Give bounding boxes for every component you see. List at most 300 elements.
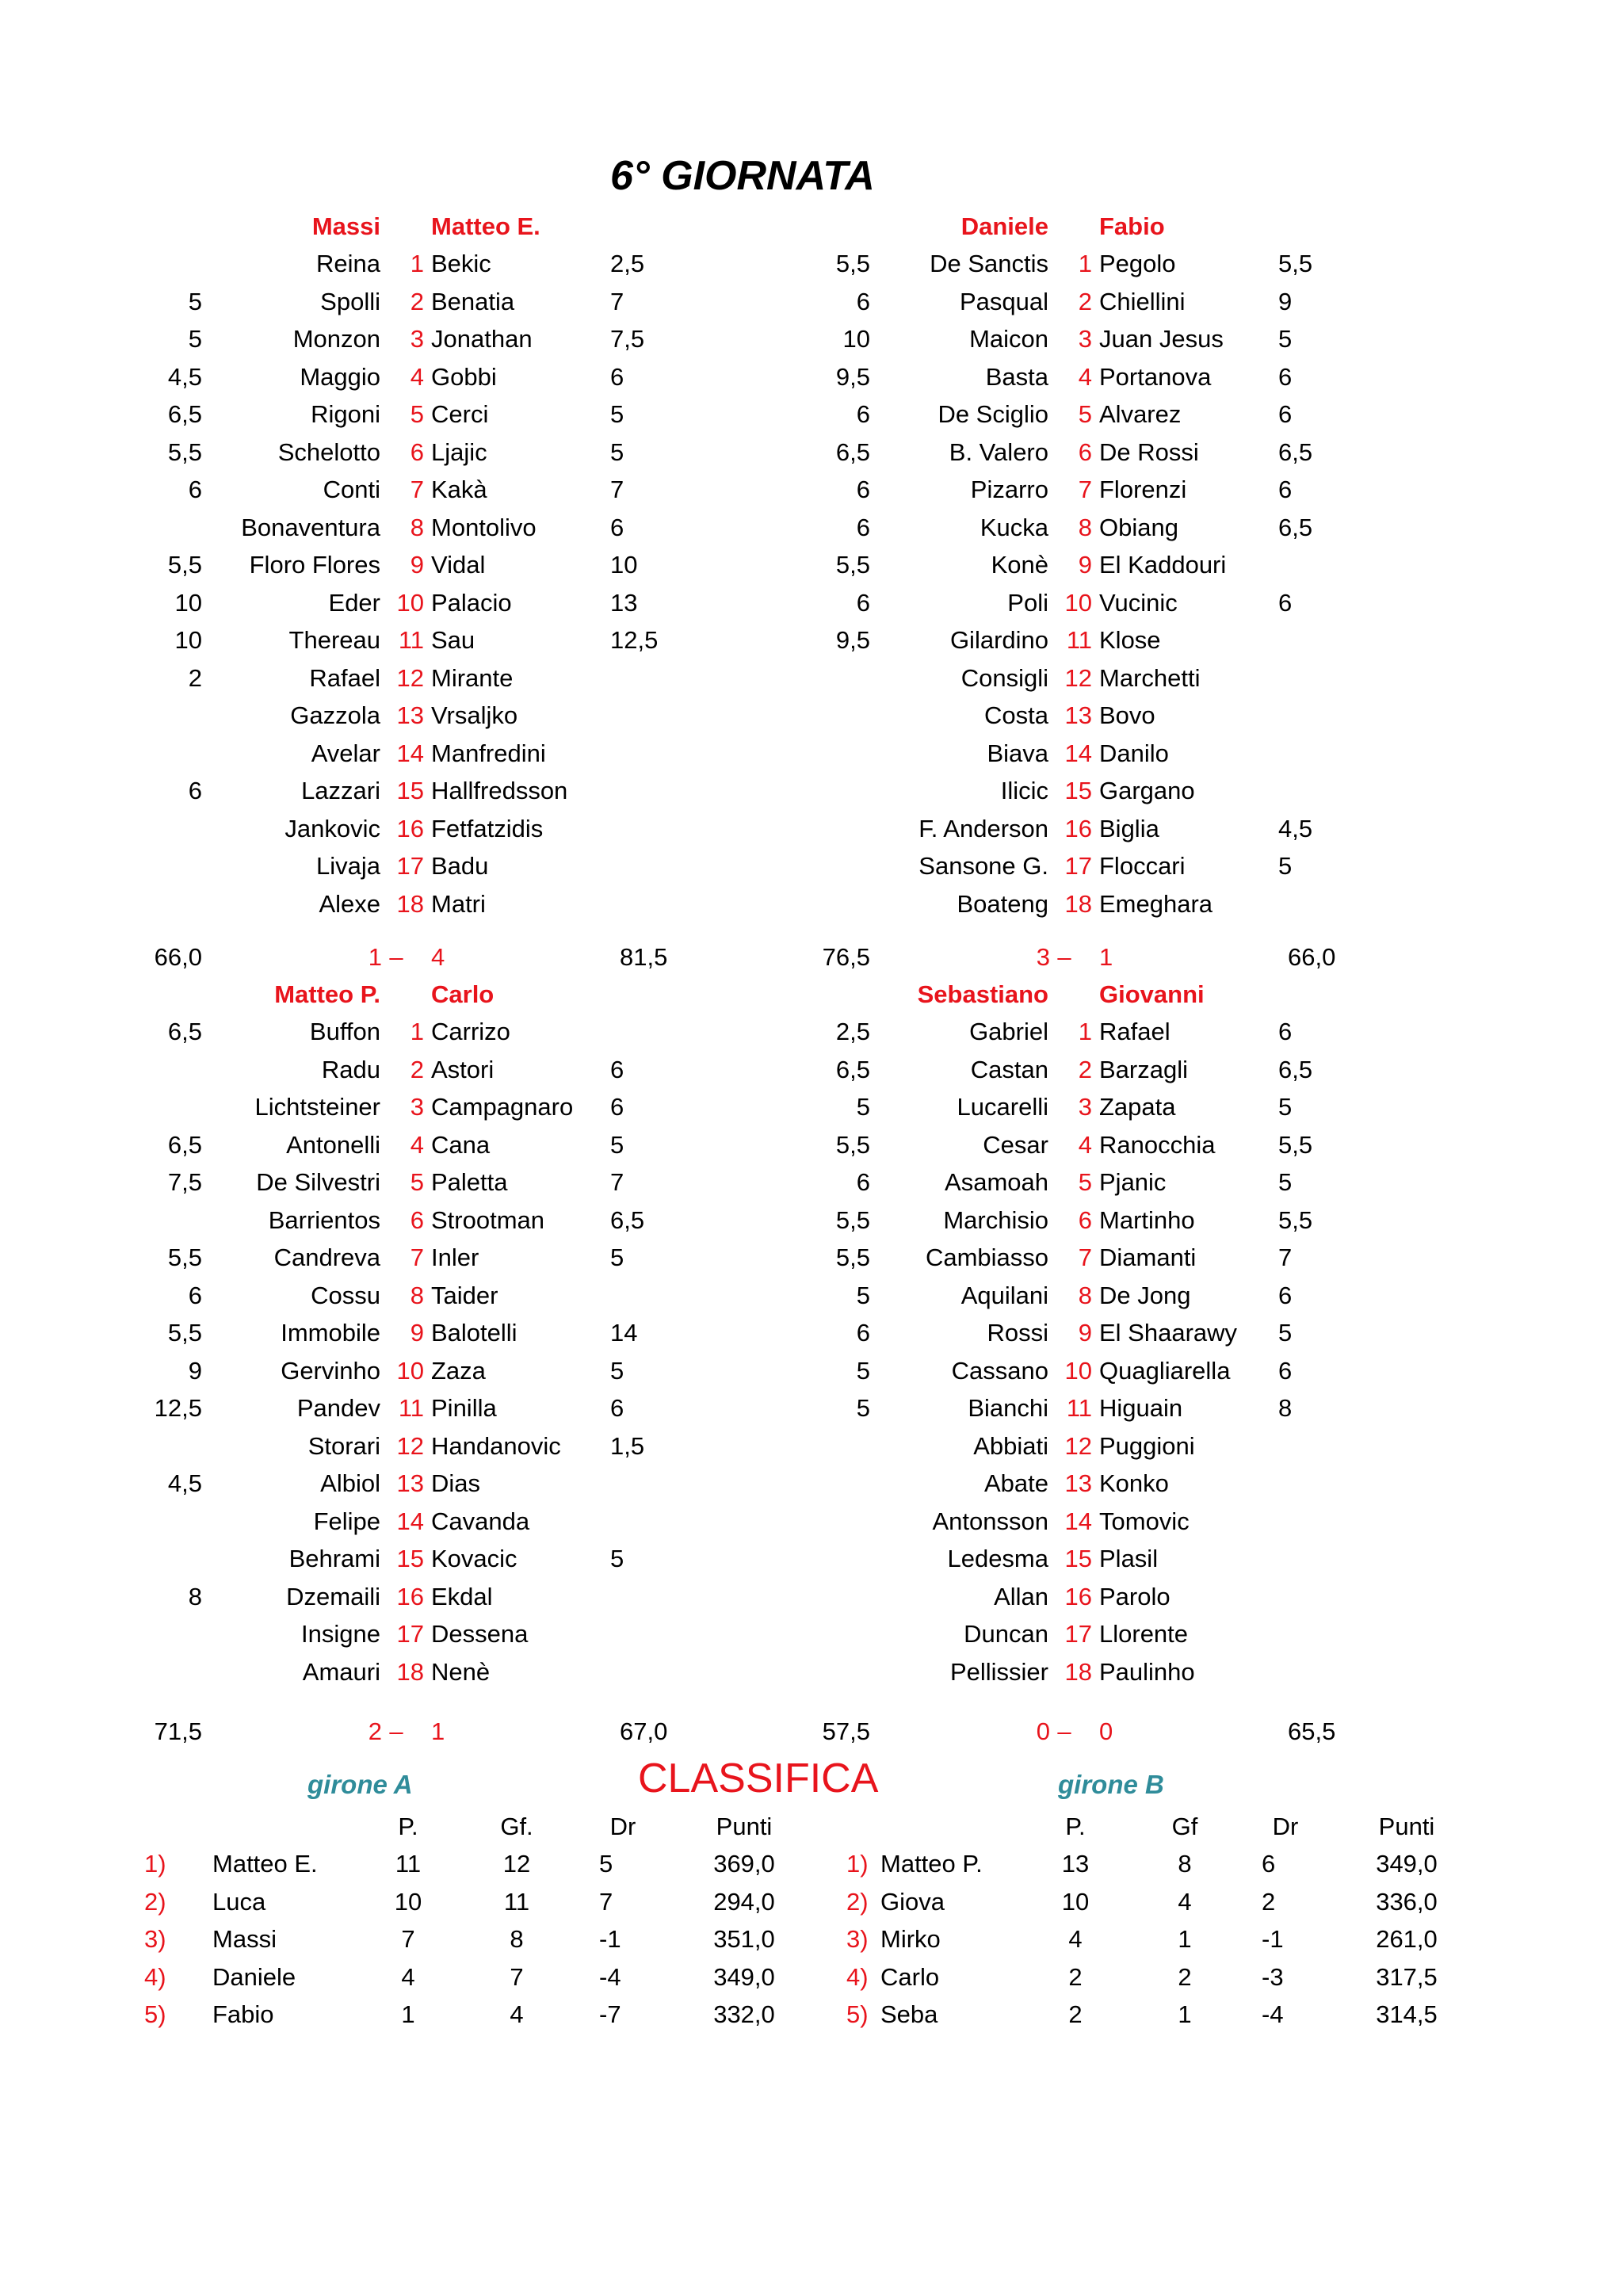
- away-player-name: Balotelli: [431, 1319, 517, 1347]
- away-player-name: Badu: [431, 852, 489, 880]
- home-player-name: F. Anderson: [918, 814, 1048, 842]
- away-player-name: Plasil: [1099, 1545, 1159, 1572]
- away-player-name: Strootman: [431, 1205, 545, 1234]
- shirt-number: 16: [1064, 1582, 1092, 1610]
- home-player-name: Rigoni: [311, 400, 380, 428]
- away-manager-name: Giovanni: [1099, 980, 1205, 1008]
- away-player-vote: 6: [610, 1093, 624, 1121]
- home-player-name: Alexe: [319, 889, 380, 918]
- away-player-name: Rafael: [1099, 1018, 1170, 1045]
- away-player-name: Gargano: [1099, 777, 1195, 804]
- home-player-name: Gilardino: [949, 626, 1048, 654]
- away-player-vote: 7: [610, 476, 624, 503]
- home-player-name: Jankovic: [285, 814, 380, 842]
- home-player-vote: 2,5: [835, 1018, 870, 1045]
- shirt-number: 11: [398, 626, 424, 654]
- score-dash: –: [1057, 943, 1071, 971]
- home-player-name: Avelar: [311, 739, 380, 767]
- home-goals: 3: [1036, 943, 1050, 971]
- away-player-name: Montolivo: [431, 513, 537, 541]
- home-player-vote: 10: [842, 325, 870, 353]
- away-player-name: Astori: [431, 1055, 495, 1083]
- away-goals: 0: [1099, 1717, 1113, 1745]
- standings-value: 261,0: [1376, 1925, 1438, 1953]
- standings-position: 3): [144, 1925, 166, 1953]
- away-player-vote: 5: [1278, 1093, 1293, 1121]
- shirt-number: 3: [1078, 1093, 1092, 1121]
- standings-value: -7: [599, 2000, 621, 2028]
- home-player-vote: 8: [188, 1582, 202, 1610]
- shirt-number: 2: [410, 1055, 424, 1083]
- away-player-name: Alvarez: [1099, 400, 1182, 428]
- away-player-vote: 6: [1278, 1281, 1293, 1309]
- away-player-name: Vrsaljko: [431, 701, 518, 729]
- home-player-name: Conti: [323, 476, 380, 503]
- away-player-name: Biglia: [1099, 814, 1159, 842]
- away-player-name: Fetfatzidis: [431, 814, 544, 842]
- away-player-vote: 8: [1278, 1394, 1293, 1422]
- standings-value: -3: [1262, 1962, 1284, 1991]
- away-player-name: Danilo: [1099, 739, 1169, 767]
- standings-value: 294,0: [713, 1887, 775, 1916]
- standings-value: 12: [502, 1850, 531, 1878]
- home-player-name: Pasqual: [959, 287, 1048, 315]
- home-player-name: Spolli: [320, 287, 380, 315]
- away-player-vote: 6,5: [1278, 513, 1313, 541]
- home-player-vote: 6,5: [167, 400, 202, 428]
- standings-header: P.: [398, 1813, 418, 1840]
- shirt-number: 10: [1064, 1356, 1092, 1385]
- home-total: 76,5: [822, 943, 870, 971]
- shirt-number: 2: [410, 287, 424, 315]
- shirt-number: 9: [410, 1319, 424, 1347]
- away-player-vote: 10: [610, 551, 638, 579]
- away-player-vote: 6,5: [1278, 1055, 1313, 1083]
- home-player-name: Biava: [987, 739, 1048, 767]
- away-player-vote: 5,5: [1278, 1130, 1313, 1159]
- home-player-name: Antonelli: [286, 1130, 380, 1159]
- standings-value: 332,0: [713, 2000, 775, 2028]
- shirt-number: 13: [1064, 1469, 1092, 1497]
- away-player-name: Barzagli: [1099, 1055, 1188, 1083]
- standings-team: Massi: [212, 1925, 277, 1953]
- away-player-name: Pjanic: [1099, 1168, 1167, 1196]
- home-player-name: Dzemaili: [286, 1582, 380, 1610]
- home-player-vote: 9: [188, 1356, 202, 1385]
- shirt-number: 1: [410, 1018, 424, 1045]
- away-total: 66,0: [1288, 943, 1336, 971]
- away-player-name: Parolo: [1099, 1582, 1170, 1610]
- away-goals: 4: [431, 943, 445, 971]
- home-player-vote: 6: [856, 476, 870, 503]
- away-player-name: Florenzi: [1099, 476, 1187, 503]
- standings-position: 1): [144, 1850, 166, 1878]
- standings-value: 1: [1178, 1925, 1192, 1953]
- home-player-name: Abbiati: [973, 1431, 1048, 1460]
- away-player-name: Jonathan: [431, 325, 533, 353]
- away-player-vote: 7: [1278, 1244, 1293, 1271]
- home-player-name: Antonsson: [932, 1507, 1048, 1535]
- home-player-name: Amauri: [302, 1657, 380, 1686]
- standings-team: Daniele: [212, 1962, 296, 1991]
- away-player-name: Quagliarella: [1099, 1356, 1231, 1385]
- standings-value: 8: [1178, 1850, 1192, 1878]
- standings-value: 6: [1262, 1850, 1276, 1878]
- away-player-vote: 5: [610, 1545, 624, 1572]
- standings-value: 1: [401, 2000, 415, 2028]
- shirt-number: 12: [1064, 1431, 1092, 1460]
- score-dash: –: [389, 943, 403, 971]
- home-player-vote: 5,5: [835, 1130, 870, 1159]
- score-dash: –: [389, 1717, 403, 1745]
- standings-value: 8: [510, 1925, 524, 1953]
- home-player-name: Gervinho: [281, 1356, 380, 1385]
- home-goals: 1: [368, 943, 382, 971]
- home-player-name: Gazzola: [290, 701, 380, 729]
- standings-header: Punti: [716, 1813, 773, 1840]
- home-player-vote: 10: [174, 588, 202, 617]
- away-player-name: Pinilla: [431, 1394, 497, 1422]
- shirt-number: 15: [1064, 777, 1092, 804]
- away-player-name: Palacio: [431, 588, 512, 617]
- home-player-vote: 5: [188, 325, 202, 353]
- home-player-name: Radu: [321, 1055, 380, 1083]
- home-player-vote: 5: [856, 1394, 870, 1422]
- shirt-number: 17: [396, 852, 424, 880]
- home-player-vote: 10: [174, 626, 202, 654]
- shirt-number: 12: [396, 663, 424, 692]
- home-player-vote: 4,5: [167, 362, 202, 391]
- shirt-number: 1: [1078, 250, 1092, 277]
- away-player-name: Kakà: [431, 476, 487, 503]
- standings-value: 349,0: [713, 1962, 775, 1991]
- away-player-name: Klose: [1099, 626, 1161, 654]
- standings-value: 10: [1061, 1887, 1090, 1916]
- away-player-name: Cerci: [431, 400, 489, 428]
- shirt-number: 4: [410, 1130, 424, 1159]
- away-player-vote: 5: [610, 1244, 624, 1271]
- home-player-vote: 6: [188, 1281, 202, 1309]
- shirt-number: 8: [1078, 513, 1092, 541]
- standings-value: 5: [599, 1850, 613, 1878]
- home-player-name: Bonaventura: [241, 513, 380, 541]
- shirt-number: 18: [1064, 1657, 1092, 1686]
- shirt-number: 5: [1078, 1168, 1092, 1196]
- home-player-vote: 6,5: [835, 437, 870, 466]
- away-player-vote: 7,5: [610, 325, 645, 353]
- away-player-name: Marchetti: [1099, 663, 1201, 692]
- away-player-name: Gobbi: [431, 362, 497, 391]
- home-player-name: Asamoah: [945, 1168, 1048, 1196]
- away-player-vote: 6: [1278, 1018, 1293, 1045]
- standings-team: Matteo P.: [880, 1850, 983, 1878]
- shirt-number: 18: [1064, 889, 1092, 918]
- shirt-number: 16: [396, 1582, 424, 1610]
- away-player-name: Konko: [1099, 1469, 1169, 1497]
- shirt-number: 6: [410, 437, 424, 466]
- shirt-number: 14: [1064, 739, 1092, 767]
- away-player-name: Ranocchia: [1099, 1130, 1216, 1159]
- standings-header: Gf.: [500, 1813, 533, 1840]
- shirt-number: 8: [410, 1281, 424, 1309]
- home-manager-name: Sebastiano: [917, 980, 1048, 1008]
- home-player-name: De Sciglio: [938, 400, 1048, 428]
- standings-value: 7: [401, 1925, 415, 1953]
- standings-position: 5): [846, 2000, 869, 2028]
- away-player-name: Manfredini: [431, 739, 546, 767]
- shirt-number: 2: [1078, 1055, 1092, 1083]
- standings-value: 10: [394, 1887, 422, 1916]
- home-player-vote: 5: [856, 1356, 870, 1385]
- home-player-vote: 5,5: [835, 250, 870, 277]
- shirt-number: 14: [1064, 1507, 1092, 1535]
- shirt-number: 15: [396, 1545, 424, 1572]
- standings-value: -4: [599, 1962, 621, 1991]
- away-total: 67,0: [620, 1717, 668, 1745]
- standings-value: 4: [1178, 1887, 1192, 1916]
- home-player-name: Cossu: [311, 1281, 380, 1309]
- home-player-name: Marchisio: [943, 1205, 1048, 1234]
- group-name: girone B: [1058, 1770, 1164, 1799]
- home-player-name: De Sanctis: [930, 250, 1048, 277]
- home-player-name: Ilicic: [1000, 777, 1048, 804]
- standings-team: Carlo: [880, 1962, 940, 1991]
- away-player-vote: 13: [610, 588, 638, 617]
- home-player-name: Rossi: [987, 1319, 1048, 1347]
- home-player-name: Kucka: [980, 513, 1048, 541]
- home-player-name: B. Valero: [949, 437, 1048, 466]
- away-player-vote: 1,5: [610, 1431, 645, 1460]
- away-player-name: Portanova: [1099, 362, 1212, 391]
- away-player-name: De Jong: [1099, 1281, 1191, 1309]
- shirt-number: 13: [1064, 701, 1092, 729]
- shirt-number: 10: [396, 1356, 424, 1385]
- home-player-name: Sansone G.: [918, 852, 1048, 880]
- home-player-name: Poli: [1007, 588, 1048, 617]
- shirt-number: 17: [1064, 852, 1092, 880]
- home-player-name: Thereau: [288, 626, 380, 654]
- home-player-vote: 5: [188, 287, 202, 315]
- shirt-number: 17: [1064, 1620, 1092, 1648]
- away-player-name: El Kaddouri: [1099, 551, 1227, 579]
- home-player-vote: 9,5: [835, 626, 870, 654]
- home-player-vote: 7,5: [167, 1168, 202, 1196]
- home-player-name: Lazzari: [301, 777, 380, 804]
- away-player-vote: 2,5: [610, 250, 645, 277]
- away-player-name: Emeghara: [1099, 889, 1213, 918]
- away-player-vote: 5: [610, 400, 624, 428]
- standings-value: 2: [1068, 2000, 1083, 2028]
- home-player-name: Allan: [994, 1582, 1048, 1610]
- home-player-name: Basta: [985, 362, 1048, 391]
- shirt-number: 15: [396, 777, 424, 804]
- home-player-vote: 5: [856, 1093, 870, 1121]
- home-player-name: Lucarelli: [957, 1093, 1048, 1121]
- home-player-name: Candreva: [273, 1244, 380, 1271]
- home-player-name: Maicon: [969, 325, 1048, 353]
- shirt-number: 13: [396, 701, 424, 729]
- away-player-name: Hallfredsson: [431, 777, 568, 804]
- standings-value: 336,0: [1376, 1887, 1438, 1916]
- standings-position: 2): [144, 1887, 166, 1916]
- home-player-name: Monzon: [292, 325, 380, 353]
- standings-value: -4: [1262, 2000, 1284, 2028]
- away-player-vote: 5: [610, 1356, 624, 1385]
- home-player-vote: 5,5: [835, 551, 870, 579]
- home-player-name: Immobile: [281, 1319, 380, 1347]
- away-player-vote: 7: [610, 287, 624, 315]
- shirt-number: 1: [1078, 1018, 1092, 1045]
- home-player-name: Felipe: [313, 1507, 380, 1535]
- away-player-name: Matri: [431, 889, 486, 918]
- standings-position: 4): [144, 1962, 166, 1991]
- standings-value: -1: [599, 1925, 621, 1953]
- away-player-name: Tomovic: [1099, 1507, 1190, 1535]
- shirt-number: 5: [410, 400, 424, 428]
- away-player-vote: 5: [1278, 1168, 1293, 1196]
- away-goals: 1: [431, 1717, 445, 1745]
- shirt-number: 14: [396, 739, 424, 767]
- away-player-name: Dias: [431, 1469, 481, 1497]
- away-player-vote: 6: [1278, 476, 1293, 503]
- away-player-name: Benatia: [431, 287, 515, 315]
- away-player-vote: 5: [610, 1130, 624, 1159]
- away-player-name: Llorente: [1099, 1620, 1189, 1648]
- shirt-number: 1: [410, 250, 424, 277]
- shirt-number: 14: [396, 1507, 424, 1535]
- home-player-name: Bianchi: [968, 1394, 1048, 1422]
- away-player-name: Martinho: [1099, 1205, 1195, 1234]
- standings-value: 2: [1262, 1887, 1276, 1916]
- away-player-name: Kovacic: [431, 1545, 517, 1572]
- home-player-vote: 6: [856, 287, 870, 315]
- home-player-vote: 6: [856, 513, 870, 541]
- standings-position: 4): [846, 1962, 869, 1991]
- standings-value: 2: [1068, 1962, 1083, 1991]
- home-player-vote: 6: [188, 476, 202, 503]
- home-player-name: Storari: [307, 1431, 380, 1460]
- score-dash: –: [1057, 1717, 1071, 1745]
- away-player-vote: 6: [610, 1394, 624, 1422]
- away-player-vote: 6,5: [610, 1205, 645, 1234]
- home-player-vote: 5: [856, 1281, 870, 1309]
- standings-team: Mirko: [880, 1925, 941, 1953]
- standings-value: -1: [1262, 1925, 1284, 1953]
- away-player-vote: 12,5: [610, 626, 659, 654]
- away-player-vote: 4,5: [1278, 814, 1313, 842]
- away-player-name: Ljajic: [431, 437, 487, 466]
- standings-value: 317,5: [1376, 1962, 1438, 1991]
- away-manager-name: Fabio: [1099, 212, 1165, 240]
- standings-value: 11: [395, 1850, 422, 1878]
- away-player-name: Inler: [431, 1244, 479, 1271]
- standings-position: 2): [846, 1887, 869, 1916]
- shirt-number: 15: [1064, 1545, 1092, 1572]
- shirt-number: 4: [410, 362, 424, 391]
- home-player-name: Rafael: [309, 663, 380, 692]
- away-player-name: Mirante: [431, 663, 514, 692]
- standings-value: 1: [1178, 2000, 1192, 2028]
- away-player-vote: 6: [1278, 400, 1293, 428]
- away-player-vote: 14: [610, 1319, 638, 1347]
- away-player-name: Paulinho: [1099, 1657, 1195, 1686]
- away-player-vote: 5,5: [1278, 1205, 1313, 1234]
- standings-value: 7: [510, 1962, 524, 1991]
- away-player-vote: 5: [610, 437, 624, 466]
- away-player-name: Zapata: [1099, 1093, 1176, 1121]
- away-player-name: Sau: [431, 626, 475, 654]
- shirt-number: 3: [410, 325, 424, 353]
- home-player-vote: 5,5: [167, 437, 202, 466]
- home-player-name: Insigne: [301, 1620, 380, 1648]
- away-player-vote: 6: [610, 513, 624, 541]
- away-player-name: Dessena: [431, 1620, 529, 1648]
- away-goals: 1: [1099, 943, 1113, 971]
- away-player-name: Floccari: [1099, 852, 1186, 880]
- home-player-name: Behrami: [288, 1545, 380, 1572]
- home-player-name: Pizarro: [970, 476, 1048, 503]
- shirt-number: 16: [396, 814, 424, 842]
- home-player-name: Lichtsteiner: [254, 1093, 380, 1121]
- standings-team: Matteo E.: [212, 1850, 318, 1878]
- standings-position: 5): [144, 2000, 166, 2028]
- away-player-name: Juan Jesus: [1099, 325, 1224, 353]
- away-player-name: Diamanti: [1099, 1244, 1197, 1271]
- home-goals: 2: [368, 1717, 382, 1745]
- shirt-number: 5: [1078, 400, 1092, 428]
- home-player-vote: 6: [856, 588, 870, 617]
- standings-position: 1): [846, 1850, 869, 1878]
- standings-value: 2: [1178, 1962, 1192, 1991]
- home-player-vote: 5,5: [835, 1205, 870, 1234]
- standings-value: 13: [1061, 1850, 1090, 1878]
- away-player-vote: 5,5: [1278, 250, 1313, 277]
- home-player-vote: 6: [856, 400, 870, 428]
- home-player-name: Castan: [970, 1055, 1048, 1083]
- shirt-number: 6: [1078, 1205, 1092, 1234]
- away-player-vote: 6: [1278, 588, 1293, 617]
- home-player-vote: 6,5: [167, 1018, 202, 1045]
- standings-position: 3): [846, 1925, 869, 1953]
- home-player-name: Gabriel: [969, 1018, 1048, 1045]
- home-player-name: Ledesma: [947, 1545, 1048, 1572]
- away-player-name: Higuain: [1099, 1394, 1183, 1422]
- shirt-number: 6: [410, 1205, 424, 1234]
- standings-team: Luca: [212, 1887, 266, 1916]
- away-player-name: Bovo: [1099, 701, 1155, 729]
- standings-team: Fabio: [212, 2000, 274, 2028]
- away-player-name: Campagnaro: [431, 1093, 574, 1121]
- shirt-number: 9: [410, 551, 424, 579]
- home-player-vote: 2: [188, 663, 202, 692]
- shirt-number: 3: [410, 1093, 424, 1121]
- shirt-number: 8: [1078, 1281, 1092, 1309]
- away-player-name: Vucinic: [1099, 588, 1178, 617]
- home-player-vote: 6: [856, 1168, 870, 1196]
- shirt-number: 16: [1064, 814, 1092, 842]
- home-player-name: Cambiasso: [925, 1244, 1048, 1271]
- home-total: 57,5: [822, 1717, 870, 1745]
- away-player-name: Taider: [431, 1281, 498, 1309]
- away-player-name: Puggioni: [1099, 1431, 1195, 1460]
- standings-header: Dr: [609, 1813, 636, 1840]
- shirt-number: 11: [1066, 626, 1092, 654]
- standings-header: Punti: [1378, 1813, 1435, 1840]
- home-total: 71,5: [154, 1717, 202, 1745]
- classifica-title: CLASSIFICA: [638, 1755, 879, 1801]
- away-manager-name: Carlo: [431, 980, 495, 1008]
- home-player-vote: 6: [188, 777, 202, 804]
